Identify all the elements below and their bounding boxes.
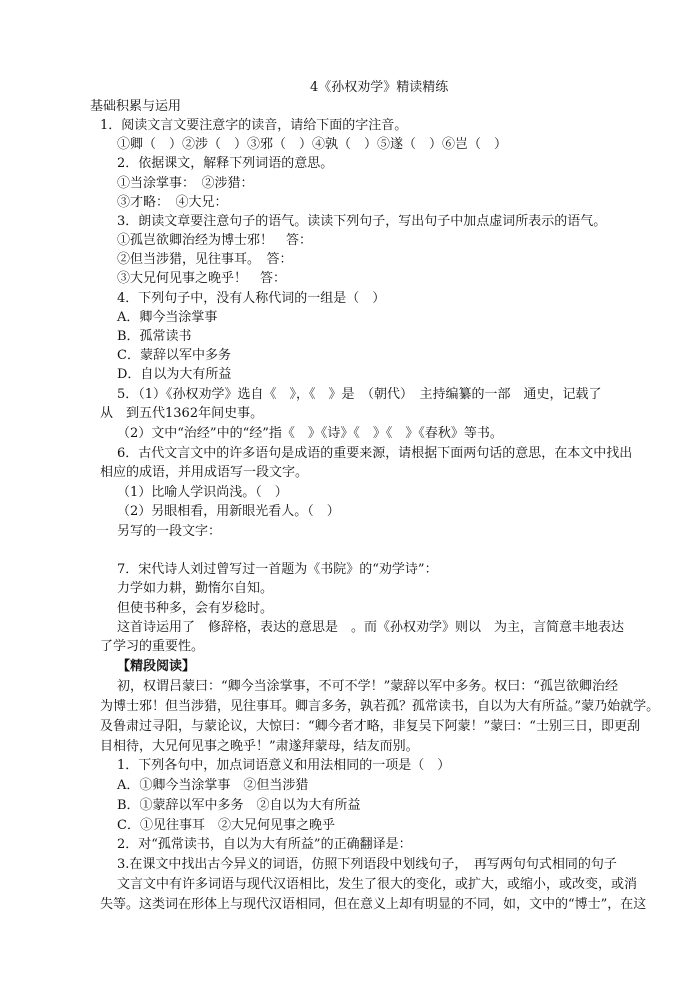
text-line: 2．依据课文，解释下列词语的意思。 — [117, 156, 334, 171]
text-line: 3.在课文中找出古今异义的词语，仿照下列语段中划线句子， 再写两句句式相同的句子 — [117, 857, 617, 872]
text-line: 4．下列句子中，没有人称代词的一组是（ ） — [117, 291, 386, 306]
passage-line: 目相待，大兄何见事之晚乎！”肃遂拜蒙母，结友而别。 — [100, 739, 419, 754]
text-line: 了学习的重要性。 — [100, 639, 205, 654]
text-line: 7．宋代诗人刘过曾写过一首题为《书院》的“劝学诗”： — [117, 562, 438, 577]
text-line: ②但当涉猎，见往事耳。 答： — [117, 252, 293, 267]
option-line: C．蒙辞以军中多务 — [117, 348, 231, 363]
option-line: A．①卿今当涂掌事 ②但当涉猎 — [117, 778, 309, 793]
option-line: D．自以为大有所益 — [117, 367, 232, 382]
passage-line: 及鲁肃过寻阳，与蒙论议，大惊曰：“卿今者才略，非复吴下阿蒙！”蒙曰：“士别三日，即更刮 — [100, 719, 640, 734]
text-line: ①孤岂欲卿治经为博士邪！ 答： — [117, 233, 313, 248]
text-line: 6．古代文言文中的许多语句是成语的重要来源，请根据下面两句话的意思，在本文中找出 — [117, 446, 633, 461]
text-line: 3．朗读文章要注意句子的语气。读读下列句子，写出句子中加点虚词所表示的语气。 — [117, 214, 607, 229]
text-line: 相应的成语，并用成语写一段文字。 — [100, 465, 309, 480]
poem-line: 但使书种多，会有岁稔时。 — [117, 601, 274, 616]
passage-line: 初，权谓吕蒙曰：“卿今当涂掌事，不可不学！”蒙辞以军中多务。权曰：“孤岂欲卿治经 — [117, 679, 618, 694]
text-line: 另写的一段文字： — [117, 524, 222, 539]
option-line: B．孤常读书 — [117, 329, 192, 344]
text-line: 这首诗运用了 修辞格，表达的意思是 。而《孙权劝学》则以 为主，言简意丰地表达 — [117, 620, 625, 635]
text-line: （2）另眼相看，用新眼光看人。（ ） — [117, 504, 340, 519]
text-line: ①当涂掌事： ②涉猎： — [117, 176, 254, 191]
section-heading-basics: 基础积累与运用 — [90, 99, 182, 114]
text-line: 2．对“孤常读书，自以为大有所益”的正确翻译是： — [117, 837, 412, 852]
text-line: 失等。这类词在形体上与现代汉语相同，但在意义上却有明显的不同，如，文中的“博士”，在这 — [100, 897, 647, 912]
text-line: （2）文中“治经”中的“经”指《 》《诗》《 》《 》《春秋》等书。 — [117, 426, 503, 441]
option-line: C．①见往事耳 ②大兄何见事之晚乎 — [117, 818, 335, 833]
text-line: ①卿（ ）②涉（ ）③邪（ ）④孰（ ）⑤遂（ ）⑥岂（ ） — [117, 137, 508, 152]
text-line: 1．阅读文言文要注意字的读音，请给下面的字注音。 — [100, 118, 408, 133]
page-title: 4《孙权劝学》精读精练 — [310, 80, 449, 95]
text-line: ③才略： ④大兄： — [117, 195, 228, 210]
poem-line: 力学如力耕，勤惰尔自知。 — [117, 581, 274, 596]
section-heading-reading: 【精段阅读】 — [117, 659, 196, 674]
text-line: （1）比喻人学识尚浅。（ ） — [117, 485, 288, 500]
option-line: B．①蒙辞以军中多务 ②自以为大有所益 — [117, 798, 361, 813]
text-line: ③大兄何见事之晚乎！ 答： — [117, 271, 287, 286]
passage-line: 为博士邪！但当涉猎，见往事耳。卿言多务，孰若孤？孤常读书，自以为大有所益。”蒙乃始就学。 — [100, 699, 660, 714]
text-line: 1．下列各句中，加点词语意义和用法相同的一项是（ ） — [117, 758, 451, 773]
text-line: 5．（1）《孙权劝学》选自《 》，《 》是 （朝代） 主持编纂的一部 通史，记载了 — [117, 387, 602, 402]
option-line: A．卿今当涂掌事 — [117, 310, 218, 325]
text-line: 从 到五代1362年间史事。 — [100, 406, 264, 421]
text-line: 文言文中有许多词语与现代汉语相比，发生了很大的变化，或扩大，或缩小，或改变，或消 — [117, 877, 638, 892]
